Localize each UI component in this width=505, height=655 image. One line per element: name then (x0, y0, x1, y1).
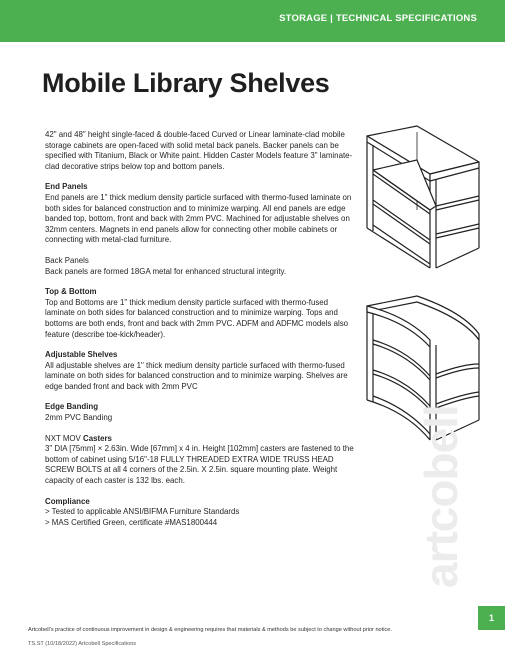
section-heading: End Panels (45, 182, 88, 192)
section-body: Top and Bottoms are 1" thick medium density particle surfaced with thermo-fused laminate on both sides for balanced construction and to minimize warping. Tops and bottoms are both ends, front and back with 2mm PVC. ADFM and ADFMC models also feature (describe toe-kick/header). (45, 297, 349, 339)
section-casters (45, 434, 357, 487)
compliance-item: > MAS Certified Green, certificate #MAS1800444 (45, 517, 218, 527)
section-compliance (45, 497, 357, 529)
intro-text: 42" and 48" height single-faced & double-faced Curved or Linear laminate-clad mobile storage cabinets are open-faced with solid metal back panels. Backer panels can be specified with Titanium, Black or White paint. Hidden Caster Models feature 3" laminate-clad decorative strips below top and bottom panels. (45, 130, 353, 171)
section-label: STORAGE | TECHNICAL SPECIFICATIONS (279, 13, 477, 24)
footer-document-code: TS.ST (10/18/2022) Artcobell Specifications (28, 641, 137, 647)
section-heading: Compliance (45, 496, 90, 506)
section-back-panels (45, 256, 357, 277)
section-heading: Back Panels (45, 255, 89, 265)
casters-heading-line (45, 434, 357, 445)
section-adjustable-shelves (45, 350, 357, 392)
section-body: Back panels are formed 18GA metal for enhanced structural integrity. (45, 266, 287, 276)
spec-content (45, 130, 357, 538)
compliance-item: > Tested to applicable ANSI/BIFMA Furniture Standards (45, 507, 240, 517)
casters-heading: Casters (83, 433, 112, 443)
section-heading: Adjustable Shelves (45, 350, 118, 360)
section-body: All adjustable shelves are 1" thick medium density particle surfaced with thermo-fused laminate on both sides for balanced construction and to minimize warping. Shelves are edge banded front and back with 2mm PVC (45, 360, 348, 391)
page-number: 1 (478, 606, 505, 630)
brand-watermark: artcobell (415, 405, 467, 588)
intro-block (45, 130, 357, 172)
section-body: 3" DIA [75mm] × 2.63in. Wide [67mm] x 4 in. Height [102mm] casters are fastened to the bottom of cabinet using 5/16"-18 FULLY THREADED EXTRA WIDE TRUSS HEAD SCREW BOLTS at all 4 corners of the 2.5in. X 2.5in. square mounting plate. Weight capacity of each caster is 132 lbs. each. (45, 444, 354, 486)
section-end-panels (45, 182, 357, 246)
linear-cabinet-illustration (363, 124, 481, 270)
header-band (0, 0, 505, 42)
section-top-bottom (45, 287, 357, 340)
section-heading: Top & Bottom (45, 287, 97, 297)
section-body: End panels are 1" thick medium density particle surfaced with thermo-fused laminate on both sides for balanced construction and to minimize warping. All end panels are edge banded top, bottom, front and back with 2mm PVC. Machined for adjustable shelves on 32mm centers. Magnets in end panels allow for connecting other mobile cabinets or connecting with metal-clad furniture. (45, 192, 352, 245)
footer-disclaimer: Artcobell's practice of continuous improvement in design & engineering requires that materials & methods be subject to change without prior notice. (28, 627, 392, 633)
casters-prefix: NXT MOV (45, 433, 83, 443)
section-edge-banding (45, 402, 357, 423)
page-title: Mobile Library Shelves (42, 68, 330, 98)
section-heading: Edge Banding (45, 402, 99, 412)
section-body: 2mm PVC Banding (45, 413, 113, 423)
